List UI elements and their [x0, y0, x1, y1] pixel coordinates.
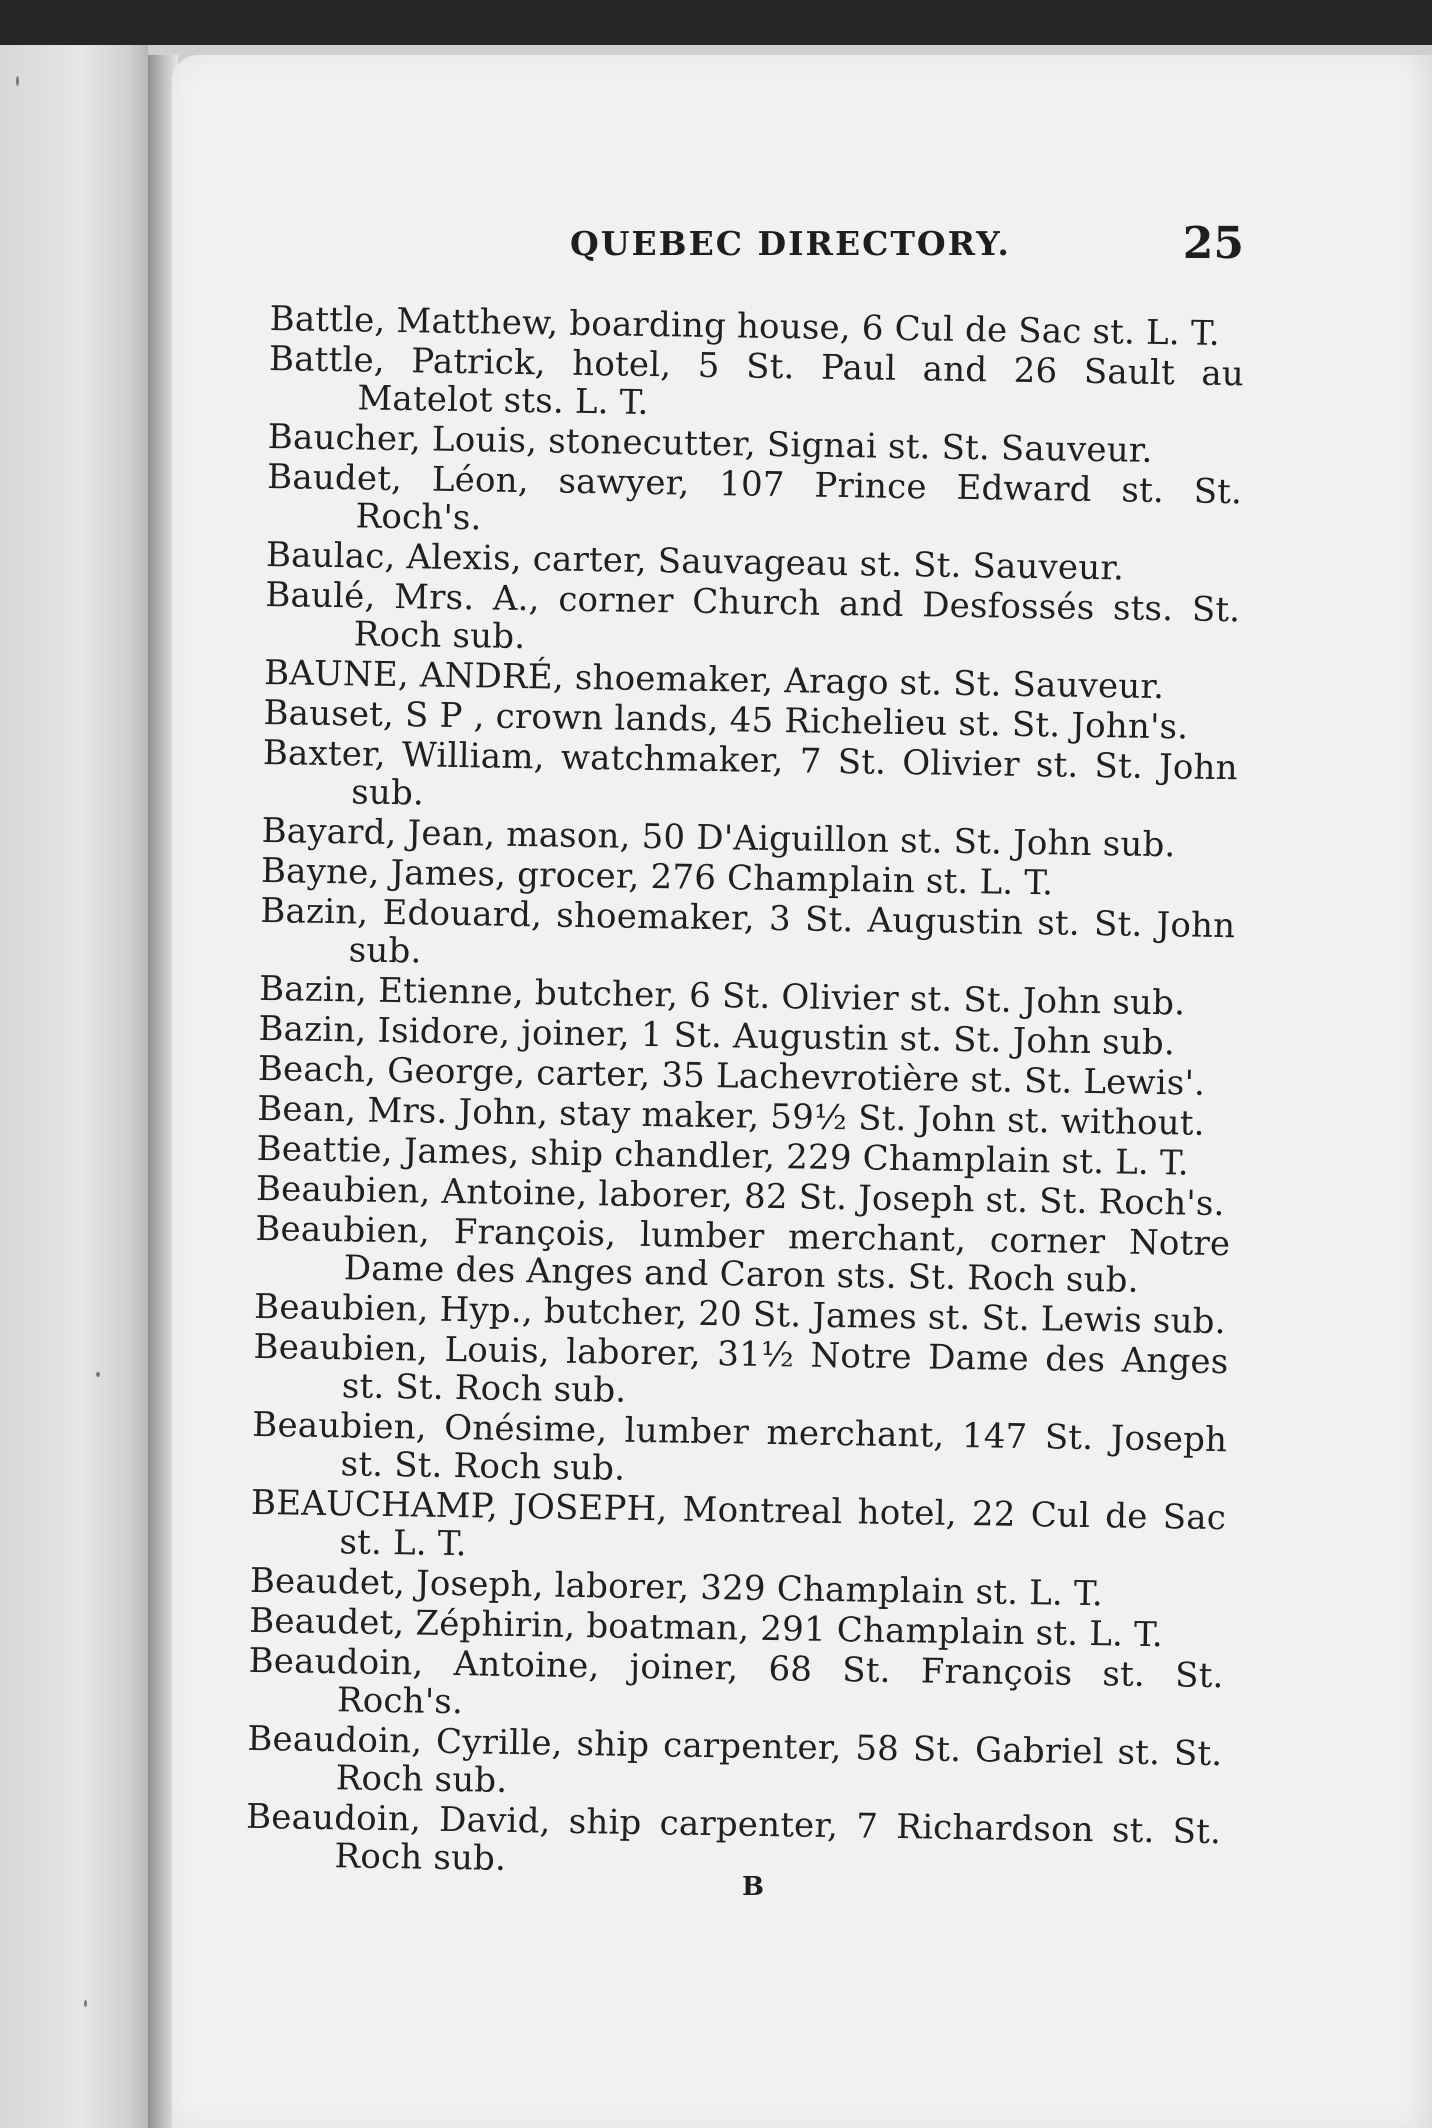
directory-entry: Baulé, Mrs. A., corner Church and Desfossés sts. St. Roch sub.: [265, 574, 1241, 658]
directory-entry: Baudet, Léon, sawyer, 107 Prince Edward st. St. Roch's.: [266, 456, 1243, 539]
directory-entry: Baxter, William, watchmaker, 7 St. Olivier st. St. John sub.: [262, 732, 1239, 814]
directory-entry: Bayard, Jean, mason, 50 D'Aiguillon st. St. John sub.: [261, 810, 1176, 866]
paper-speck: [96, 1372, 100, 1377]
page-number: 25: [1182, 218, 1244, 269]
running-title: QUEBEC DIRECTORY.: [570, 224, 1011, 263]
directory-entry: Beaubien, François, lumber merchant, corner Notre Dame des Anges and Caron sts. St. Roch sub.: [255, 1208, 1231, 1301]
directory-entry: Beaudet, Joseph, laborer, 329 Champlain st. L. T.: [249, 1560, 1104, 1615]
directory-entry: BAUNE, ANDRÉ, shoemaker, Arago st. St. Sauveur.: [263, 652, 1165, 708]
directory-entry: Beaudoin, David, ship carpenter, 7 Richardson st. St. Roch sub.: [245, 1796, 1222, 1879]
directory-entry: Bazin, Isidore, joiner, 1 St. Augustin st. St. John sub.: [258, 1008, 1176, 1064]
directory-entry: Beaudoin, Cyrille, ship carpenter, 58 St. Gabriel st. St. Roch sub.: [247, 1718, 1223, 1801]
page-header: [570, 218, 1244, 278]
paper-speck: [16, 76, 19, 86]
directory-entry: Beaubien, Louis, laborer, 31½ Notre Dame des Anges st. St. Roch sub.: [253, 1326, 1229, 1411]
directory-entry: Beaubien, Onésime, lumber merchant, 147 St. Joseph st. St. Roch sub.: [252, 1404, 1228, 1489]
directory-entry: Bazin, Edouard, shoemaker, 3 St. Augustin st. St. John sub.: [260, 890, 1236, 972]
directory-entry: Baucher, Louis, stonecutter, Signai st. St. Sauveur.: [267, 416, 1153, 471]
directory-entry: Bauset, S P , crown lands, 45 Richelieu st. St. John's.: [263, 692, 1189, 748]
directory-entries: [245, 299, 1245, 1879]
directory-entry: Beaudoin, Antoine, joiner, 68 St. François st. St. Roch's.: [248, 1640, 1224, 1723]
left-page-edge: [0, 45, 148, 2128]
directory-entry: Beaubien, Antoine, laborer, 82 St. Joseph st. St. Roch's.: [255, 1168, 1225, 1225]
directory-entry: Beaubien, Hyp., butcher, 20 St. James st. St. Lewis sub.: [253, 1286, 1227, 1343]
page-edge-shade: [1398, 55, 1432, 2128]
directory-entry: Battle, Matthew, boarding house, 6 Cul de Sac st. L. T.: [269, 299, 1221, 354]
directory-entry: Baulac, Alexis, carter, Sauvageau st. St. Sauveur.: [265, 534, 1125, 589]
directory-entry: Beaudet, Zéphirin, boatman, 291 Champlain st. L. T.: [248, 1600, 1164, 1656]
directory-entry: BEAUCHAMP, JOSEPH, Montreal hotel, 22 Cul de Sac st. L. T.: [250, 1482, 1227, 1565]
directory-entry: Beach, George, carter, 35 Lachevrotière st. St. Lewis'.: [257, 1048, 1206, 1104]
directory-entry: Bean, Mrs. John, stay maker, 59½ St. John st. without.: [256, 1088, 1205, 1144]
paper-speck: [84, 2000, 87, 2007]
signature-mark: B: [742, 1872, 764, 1902]
directory-entry: Bazin, Etienne, butcher, 6 St. Olivier st. St. John sub.: [258, 968, 1186, 1024]
scan-top-border: [0, 0, 1432, 45]
directory-entry: Battle, Patrick, hotel, 5 St. Paul and 26 Sault au Matelot sts. L. T.: [268, 338, 1245, 423]
directory-entry: Beattie, James, ship chandler, 229 Champlain st. L. T.: [256, 1128, 1190, 1184]
directory-entry: Bayne, James, grocer, 276 Champlain st. L. T.: [260, 850, 1054, 904]
